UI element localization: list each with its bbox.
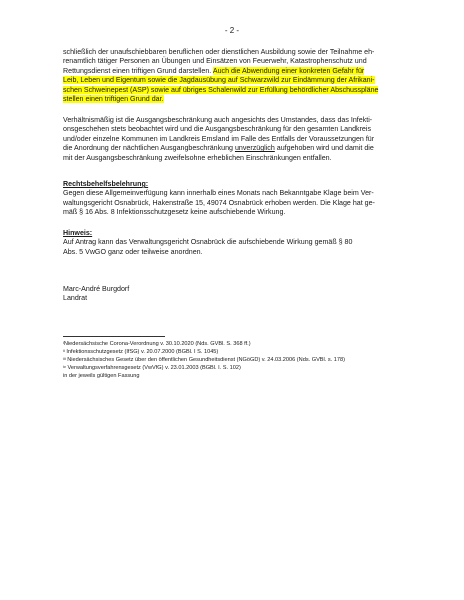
text-line: und/oder einzelne Kommunen im Landkreis Emsland im Falle des Entfalls der Voraussetzungen für xyxy=(63,134,375,143)
text-line xyxy=(63,86,408,95)
footnote xyxy=(63,364,408,372)
text-line: schließlich der unaufschiebbaren beruflichen oder dienstlichen Ausbildung sowie der Teilnahme eh- xyxy=(63,48,375,56)
footnote xyxy=(63,372,408,380)
section-rechtsbehelfsbelehrung xyxy=(63,180,408,218)
footnote-text: in der jeweils gültigen Fassung xyxy=(63,373,140,380)
footnote-mark: ii xyxy=(63,348,65,354)
footnote-text: Verwaltungsverfahrensgesetz (VwVfG) v. 23.01.2003 (BGBl. I. S. 102) xyxy=(67,365,241,372)
underlined-text: unverzüglich xyxy=(234,144,275,153)
footnote-mark: i xyxy=(63,340,64,345)
text-segment: aufgehoben wird und damit die xyxy=(274,144,374,153)
text-line: Abs. 5 VwGO ganz oder teilweise anordnen. xyxy=(63,247,203,256)
text-line: mäß § 16 Abs. 8 Infektionsschutzgesetz keine aufschiebende Wirkung. xyxy=(63,208,286,217)
text-line: onsgeschehen stets beobachtet wird und die Ausgangsbeschränkung für den gesamten Landkreis xyxy=(63,125,371,134)
text-line: Verhältnismäßig ist die Ausgangsbeschränkung auch angesichts des Umstandes, dass das Infekti- xyxy=(63,116,373,124)
signatory-role: Landrat xyxy=(63,294,88,303)
signature-block xyxy=(63,285,408,304)
text-line xyxy=(63,76,408,85)
text-segment: Rettungsdienst einen triftigen Grund darstellen. xyxy=(63,66,213,75)
text-line xyxy=(63,95,408,104)
text-line: Auf Antrag kann das Verwaltungsgericht Osnabrück die aufschiebende Wirkung gemäß § 80 xyxy=(63,238,353,247)
paragraph-proportionality xyxy=(63,116,408,163)
footnote xyxy=(63,340,408,348)
text-line: mit der Ausgangsbeschränkung zweifelsohne erheblichen Einschränkungen entfallen. xyxy=(63,153,332,162)
highlighted-text: stellen einen triftigen Grund dar. xyxy=(63,95,164,104)
footnote xyxy=(63,348,408,356)
text-line xyxy=(63,67,408,76)
paragraph-exceptions xyxy=(63,48,408,104)
footnote-separator xyxy=(63,336,165,337)
section-heading: Hinweis: xyxy=(63,229,93,237)
footnote-mark: iii xyxy=(63,356,66,362)
text-line: renamtlich tätiger Personen an Übungen und Einsätzen von Feuerwehr, Katastrophenschutz und xyxy=(63,57,367,66)
section-heading: Rechtsbehelfsbelehrung: xyxy=(63,180,149,188)
page-number: - 2 - xyxy=(224,26,240,35)
text-line xyxy=(63,144,408,153)
text-line: Gegen diese Allgemeinverfügung kann innerhalb eines Monats nach Bekanntgabe Klage beim Ver- xyxy=(63,189,374,198)
footnotes xyxy=(63,340,408,380)
text-line: waltungsgericht Osnabrück, Hakenstraße 15, 49074 Osnabrück erhoben werden. Die Klage hat ge- xyxy=(63,198,375,207)
highlighted-text: schen Schweinepest (ASP) sowie auf übriges Schalenwild zur Erfüllung behördlicher Abschusspläne xyxy=(63,85,379,94)
highlighted-text: Auch die Abwendung einer konkreten Gefahr für xyxy=(212,66,365,75)
footnote-text: Niedersächsische Corona-Verordnung v. 30.10.2020 (Nds. GVBl. S. 368 ff.) xyxy=(63,341,251,347)
text-segment: die Anordnung der nächtlichen Ausgangbeschränkung xyxy=(63,144,235,153)
signatory-name: Marc-André Burgdorf xyxy=(63,285,130,293)
footnote-text: Niedersächsisches Gesetz über den öffentlichen Gesundheitsdienst (NGöGD) v. 24.03.2006 (Nds. GVBl. s. 178) xyxy=(67,357,345,364)
section-hinweis xyxy=(63,229,408,257)
highlighted-text: Leib, Leben und Eigentum sowie die Jagdausübung auf Schwarzwild zur Eindämmung der Afrikani- xyxy=(63,76,375,85)
footnote-mark: iv xyxy=(63,364,66,370)
footnote xyxy=(63,356,408,364)
footnote-text: Infektionsschutzgesetz (IfSG) v. 20.07.2000 (BGBl. I S. 1045) xyxy=(66,349,219,356)
